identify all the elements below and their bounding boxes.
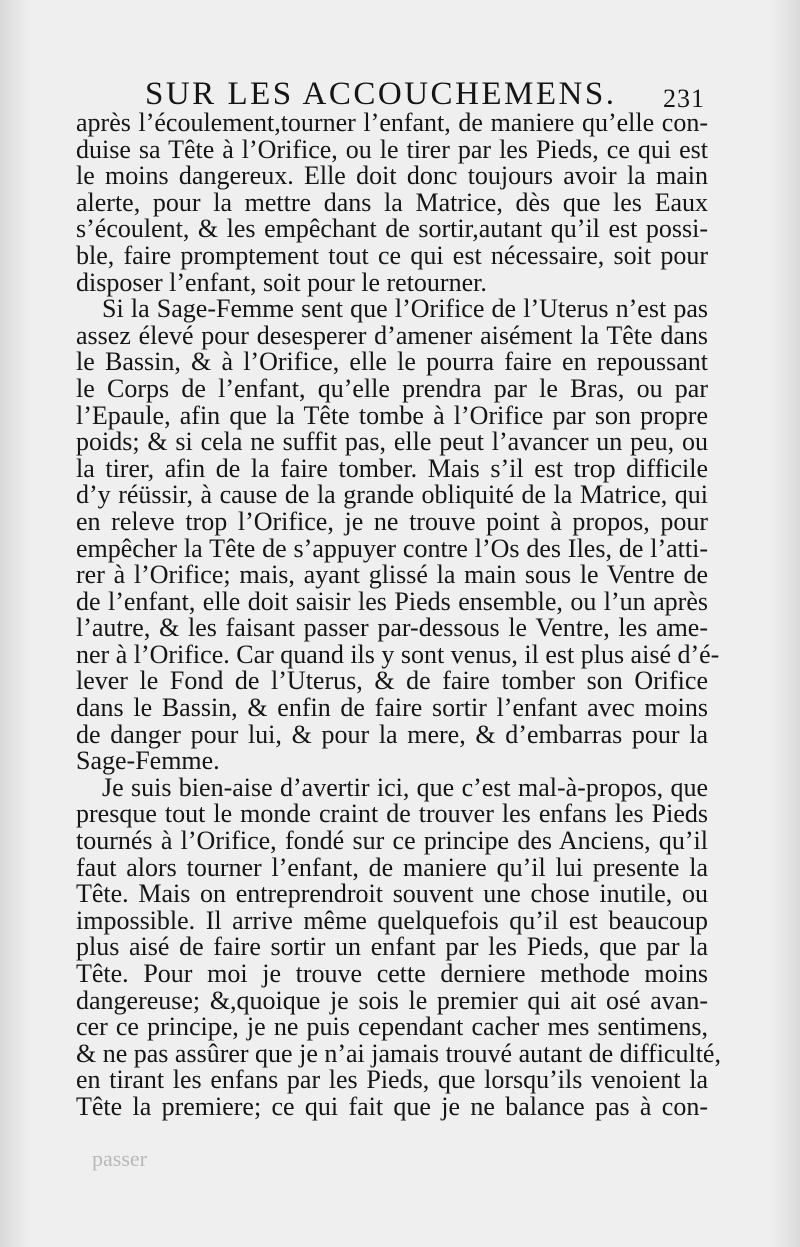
page-number: 231	[663, 84, 705, 113]
text-line: assez élevé pour desesperer d’amener aisément la Tête dans	[76, 320, 708, 350]
text-line: Tête la premiere; ce qui fait que je ne balance pas à con-	[76, 1091, 708, 1121]
text-line: Si la Sage-Femme sent que l’Orifice de l’Uterus n’est pas	[102, 294, 708, 324]
text-line: tournés à l’Orifice, fondé sur ce principe des Anciens, qu’il	[76, 826, 708, 856]
text-line: après l’écoulement,tourner l’enfant, de maniere qu’elle con-	[76, 108, 708, 137]
text-line: en releve trop l’Orifice, je ne trouve point à propos, pour	[76, 506, 708, 536]
text-line: alerte, pour la mettre dans la Matrice, dès que les Eaux	[76, 187, 708, 217]
text-line: ble, faire promptement tout ce qui est nécessaire, soit pour	[76, 240, 708, 270]
text-line: cer ce principe, je ne puis cependant cacher mes sentimens,	[76, 1012, 708, 1042]
body-text	[76, 108, 721, 1121]
text-line: rer à l’Orifice; mais, ayant glissé la main sous le Ventre de	[76, 560, 708, 590]
text-line: poids; & si cela ne suffit pas, elle peut l’avancer un peu, ou	[76, 427, 708, 457]
text-line: Tête. Mais on entreprendroit souvent une chose inutile, ou	[76, 879, 708, 909]
running-title: SUR LES ACCOUCHEMENS.	[145, 76, 617, 112]
text-line: de l’enfant, elle doit saisir les Pieds ensemble, ou l’un après	[76, 586, 708, 616]
text-line: la tirer, afin de la faire tomber. Mais s’il est trop difficile	[76, 453, 708, 483]
text-line: d’y réüssir, à cause de la grande obliquité de la Matrice, qui	[76, 480, 708, 510]
text-line: le Corps de l’enfant, qu’elle prendra par le Bras, ou par	[76, 373, 708, 403]
text-line: l’autre, & les faisant passer par-dessous le Ventre, les ame-	[76, 613, 708, 643]
text-line: dans le Bassin, & enfin de faire sortir l’enfant avec moins	[76, 693, 708, 723]
text-line: en tirant les enfans par les Pieds, que lorsqu’ils venoient la	[76, 1065, 708, 1095]
text-line: plus aisé de faire sortir un enfant par les Pieds, que par la	[76, 932, 708, 962]
text-line: de danger pour lui, & pour la mere, & d’embarras pour la	[76, 719, 708, 749]
catchword: passer	[92, 1146, 147, 1171]
text-line: disposer l’enfant, soit pour le retourner.	[76, 267, 487, 297]
text-line: & ne pas assûrer que je n’ai jamais trouvé autant de difficulté,	[76, 1038, 721, 1068]
text-line: lever le Fond de l’Uterus, & de faire tomber son Orifice	[76, 666, 708, 696]
text-line: s’écoulent, & les empêchant de sortir,autant qu’il est possi-	[76, 214, 708, 244]
text-line: Je suis bien-aise d’avertir ici, que c’est mal-à-propos, que	[102, 772, 708, 802]
text-line: faut alors tourner l’enfant, de maniere qu’il lui presente la	[76, 852, 708, 882]
text-line: duise sa Tête à l’Orifice, ou le tirer par les Pieds, ce qui est	[76, 134, 708, 164]
text-line: Sage-Femme.	[76, 746, 220, 776]
text-line: le moins dangereux. Elle doit donc toujours avoir la main	[76, 161, 708, 191]
text-line: ner à l’Orifice. Car quand ils y sont venus, il est plus aisé d’é-	[76, 639, 720, 669]
text-line: impossible. Il arrive même quelquefois qu’il est beaucoup	[76, 905, 708, 935]
text-line: presque tout le monde craint de trouver les enfans les Pieds	[76, 799, 708, 829]
text-line: l’Epaule, afin que la Tête tombe à l’Orifice par son propre	[76, 400, 708, 430]
text-line: Tête. Pour moi je trouve cette derniere methode moins	[76, 959, 708, 988]
text-line: empêcher la Tête de s’appuyer contre l’Os des Iles, de l’atti-	[76, 533, 708, 563]
text-line: dangereuse; &,quoique je sois le premier qui ait osé avan-	[76, 985, 708, 1015]
text-line: le Bassin, & à l’Orifice, elle le pourra faire en repoussant	[76, 347, 708, 377]
